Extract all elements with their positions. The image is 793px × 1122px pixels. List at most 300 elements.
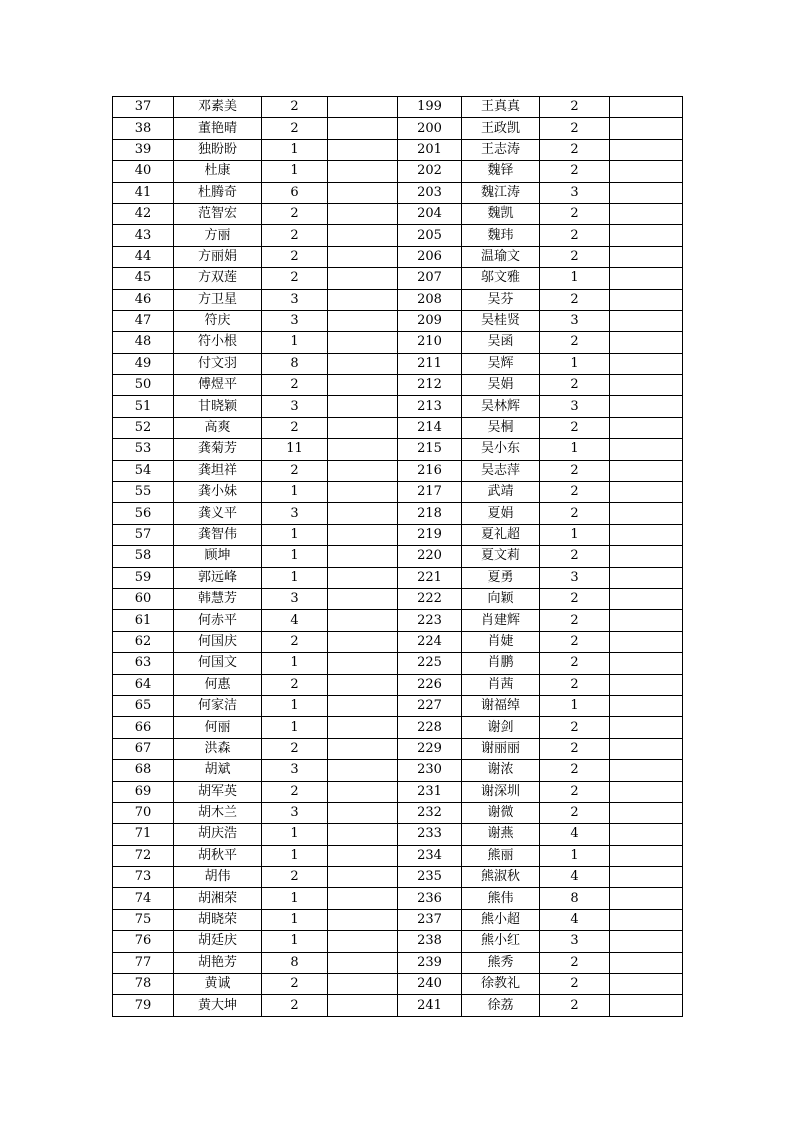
- right-number-cell: 216: [398, 460, 462, 481]
- left-note-cell: [328, 332, 398, 353]
- left-note-cell: [328, 139, 398, 160]
- table-row: [113, 417, 683, 438]
- right-number-cell: 235: [398, 867, 462, 888]
- right-note-cell: [610, 139, 683, 160]
- left-note-cell: [328, 610, 398, 631]
- right-note-cell: [610, 353, 683, 374]
- right-note-cell: [610, 182, 683, 203]
- right-name-cell: 熊小红: [462, 931, 540, 952]
- left-note-cell: [328, 225, 398, 246]
- right-number-cell: 230: [398, 760, 462, 781]
- left-name-cell: 符小根: [174, 332, 262, 353]
- right-count-cell: 2: [540, 97, 610, 118]
- left-name-cell: 范智宏: [174, 203, 262, 224]
- right-number-cell: 199: [398, 97, 462, 118]
- right-count-cell: 1: [540, 845, 610, 866]
- right-name-cell: 吴桂贤: [462, 310, 540, 331]
- table-row: [113, 824, 683, 845]
- right-number-cell: 203: [398, 182, 462, 203]
- right-number-cell: 238: [398, 931, 462, 952]
- table-row: [113, 161, 683, 182]
- right-name-cell: 向颖: [462, 588, 540, 609]
- right-number-cell: 212: [398, 375, 462, 396]
- right-name-cell: 夏礼超: [462, 524, 540, 545]
- left-number-cell: 42: [113, 203, 174, 224]
- right-name-cell: 徐教礼: [462, 974, 540, 995]
- left-count-cell: 2: [262, 631, 328, 652]
- left-name-cell: 傅煜平: [174, 375, 262, 396]
- left-note-cell: [328, 653, 398, 674]
- table-row: [113, 738, 683, 759]
- left-note-cell: [328, 717, 398, 738]
- left-name-cell: 方丽娟: [174, 246, 262, 267]
- left-note-cell: [328, 567, 398, 588]
- left-name-cell: 杜康: [174, 161, 262, 182]
- table-row: [113, 118, 683, 139]
- left-name-cell: 何赤平: [174, 610, 262, 631]
- right-note-cell: [610, 909, 683, 930]
- left-count-cell: 1: [262, 546, 328, 567]
- left-name-cell: 何家洁: [174, 695, 262, 716]
- right-count-cell: 3: [540, 931, 610, 952]
- table-row: [113, 396, 683, 417]
- left-note-cell: [328, 909, 398, 930]
- left-name-cell: 龚义平: [174, 503, 262, 524]
- left-count-cell: 2: [262, 97, 328, 118]
- left-name-cell: 胡晓荣: [174, 909, 262, 930]
- right-number-cell: 209: [398, 310, 462, 331]
- right-count-cell: 2: [540, 118, 610, 139]
- left-count-cell: 2: [262, 995, 328, 1016]
- table-row: [113, 567, 683, 588]
- right-count-cell: 2: [540, 781, 610, 802]
- right-name-cell: 吴芬: [462, 289, 540, 310]
- right-name-cell: 熊小超: [462, 909, 540, 930]
- right-number-cell: 210: [398, 332, 462, 353]
- left-number-cell: 75: [113, 909, 174, 930]
- left-count-cell: 2: [262, 268, 328, 289]
- right-name-cell: 魏江涛: [462, 182, 540, 203]
- left-number-cell: 37: [113, 97, 174, 118]
- table-row: [113, 182, 683, 203]
- left-number-cell: 58: [113, 546, 174, 567]
- left-count-cell: 2: [262, 674, 328, 695]
- right-note-cell: [610, 118, 683, 139]
- right-number-cell: 204: [398, 203, 462, 224]
- left-note-cell: [328, 289, 398, 310]
- right-count-cell: 2: [540, 952, 610, 973]
- right-count-cell: 4: [540, 824, 610, 845]
- right-count-cell: 2: [540, 203, 610, 224]
- right-name-cell: 熊淑秋: [462, 867, 540, 888]
- left-note-cell: [328, 246, 398, 267]
- left-note-cell: [328, 546, 398, 567]
- left-count-cell: 8: [262, 952, 328, 973]
- right-count-cell: 2: [540, 482, 610, 503]
- left-count-cell: 2: [262, 738, 328, 759]
- left-count-cell: 6: [262, 182, 328, 203]
- table-row: [113, 995, 683, 1016]
- right-note-cell: [610, 332, 683, 353]
- left-name-cell: 付文羽: [174, 353, 262, 374]
- right-note-cell: [610, 610, 683, 631]
- table-row: [113, 375, 683, 396]
- right-count-cell: 2: [540, 161, 610, 182]
- left-note-cell: [328, 396, 398, 417]
- right-count-cell: 2: [540, 289, 610, 310]
- table-row: [113, 781, 683, 802]
- right-count-cell: 2: [540, 974, 610, 995]
- right-name-cell: 邬文雅: [462, 268, 540, 289]
- table-row: [113, 760, 683, 781]
- table-row: [113, 503, 683, 524]
- right-note-cell: [610, 546, 683, 567]
- right-number-cell: 231: [398, 781, 462, 802]
- right-number-cell: 221: [398, 567, 462, 588]
- right-name-cell: 肖茜: [462, 674, 540, 695]
- right-name-cell: 谢微: [462, 802, 540, 823]
- table-row: [113, 802, 683, 823]
- left-number-cell: 51: [113, 396, 174, 417]
- left-note-cell: [328, 931, 398, 952]
- left-note-cell: [328, 588, 398, 609]
- right-number-cell: 236: [398, 888, 462, 909]
- roster-body: [113, 97, 683, 1017]
- left-count-cell: 2: [262, 460, 328, 481]
- left-count-cell: 2: [262, 781, 328, 802]
- left-number-cell: 38: [113, 118, 174, 139]
- right-number-cell: 224: [398, 631, 462, 652]
- left-note-cell: [328, 995, 398, 1016]
- right-note-cell: [610, 695, 683, 716]
- left-name-cell: 龚小妹: [174, 482, 262, 503]
- left-name-cell: 独盼盼: [174, 139, 262, 160]
- left-name-cell: 高爽: [174, 417, 262, 438]
- left-number-cell: 47: [113, 310, 174, 331]
- left-name-cell: 胡伟: [174, 867, 262, 888]
- left-note-cell: [328, 182, 398, 203]
- right-count-cell: 2: [540, 460, 610, 481]
- right-number-cell: 240: [398, 974, 462, 995]
- left-note-cell: [328, 695, 398, 716]
- table-row: [113, 332, 683, 353]
- right-note-cell: [610, 289, 683, 310]
- right-name-cell: 王真真: [462, 97, 540, 118]
- left-number-cell: 69: [113, 781, 174, 802]
- right-count-cell: 2: [540, 610, 610, 631]
- left-count-cell: 2: [262, 375, 328, 396]
- left-number-cell: 50: [113, 375, 174, 396]
- left-name-cell: 何惠: [174, 674, 262, 695]
- table-row: [113, 888, 683, 909]
- left-number-cell: 64: [113, 674, 174, 695]
- left-name-cell: 胡木兰: [174, 802, 262, 823]
- left-name-cell: 何国庆: [174, 631, 262, 652]
- left-count-cell: 2: [262, 246, 328, 267]
- left-note-cell: [328, 802, 398, 823]
- left-count-cell: 1: [262, 909, 328, 930]
- right-count-cell: 3: [540, 567, 610, 588]
- right-note-cell: [610, 931, 683, 952]
- right-note-cell: [610, 717, 683, 738]
- left-number-cell: 70: [113, 802, 174, 823]
- right-name-cell: 王志涛: [462, 139, 540, 160]
- left-number-cell: 59: [113, 567, 174, 588]
- right-name-cell: 谢深圳: [462, 781, 540, 802]
- right-number-cell: 213: [398, 396, 462, 417]
- right-number-cell: 206: [398, 246, 462, 267]
- right-note-cell: [610, 482, 683, 503]
- left-note-cell: [328, 417, 398, 438]
- left-name-cell: 胡秋平: [174, 845, 262, 866]
- right-note-cell: [610, 867, 683, 888]
- right-note-cell: [610, 417, 683, 438]
- right-note-cell: [610, 246, 683, 267]
- right-note-cell: [610, 674, 683, 695]
- right-name-cell: 徐荔: [462, 995, 540, 1016]
- right-note-cell: [610, 161, 683, 182]
- right-name-cell: 吴辉: [462, 353, 540, 374]
- left-note-cell: [328, 674, 398, 695]
- table-row: [113, 439, 683, 460]
- right-note-cell: [610, 588, 683, 609]
- left-number-cell: 61: [113, 610, 174, 631]
- right-note-cell: [610, 524, 683, 545]
- right-name-cell: 肖鹏: [462, 653, 540, 674]
- left-name-cell: 杜腾奇: [174, 182, 262, 203]
- left-note-cell: [328, 974, 398, 995]
- table-row: [113, 931, 683, 952]
- left-note-cell: [328, 738, 398, 759]
- right-number-cell: 222: [398, 588, 462, 609]
- left-note-cell: [328, 631, 398, 652]
- table-row: [113, 225, 683, 246]
- table-row: [113, 246, 683, 267]
- left-note-cell: [328, 161, 398, 182]
- right-count-cell: 2: [540, 332, 610, 353]
- left-number-cell: 55: [113, 482, 174, 503]
- table-row: [113, 845, 683, 866]
- left-number-cell: 65: [113, 695, 174, 716]
- left-number-cell: 67: [113, 738, 174, 759]
- right-name-cell: 魏玮: [462, 225, 540, 246]
- left-number-cell: 43: [113, 225, 174, 246]
- left-number-cell: 72: [113, 845, 174, 866]
- left-count-cell: 2: [262, 225, 328, 246]
- left-name-cell: 甘晓颖: [174, 396, 262, 417]
- right-number-cell: 214: [398, 417, 462, 438]
- left-count-cell: 1: [262, 653, 328, 674]
- left-count-cell: 3: [262, 289, 328, 310]
- left-count-cell: 1: [262, 567, 328, 588]
- right-name-cell: 魏凯: [462, 203, 540, 224]
- table-row: [113, 867, 683, 888]
- right-note-cell: [610, 653, 683, 674]
- right-name-cell: 谢剑: [462, 717, 540, 738]
- right-number-cell: 225: [398, 653, 462, 674]
- table-row: [113, 203, 683, 224]
- left-count-cell: 3: [262, 310, 328, 331]
- table-row: [113, 310, 683, 331]
- left-name-cell: 何国文: [174, 653, 262, 674]
- right-name-cell: 谢浓: [462, 760, 540, 781]
- right-count-cell: 8: [540, 888, 610, 909]
- left-note-cell: [328, 824, 398, 845]
- right-note-cell: [610, 802, 683, 823]
- left-name-cell: 韩慧芳: [174, 588, 262, 609]
- right-note-cell: [610, 225, 683, 246]
- left-name-cell: 胡军英: [174, 781, 262, 802]
- left-name-cell: 方卫星: [174, 289, 262, 310]
- right-number-cell: 227: [398, 695, 462, 716]
- right-count-cell: 2: [540, 225, 610, 246]
- left-number-cell: 74: [113, 888, 174, 909]
- right-name-cell: 吴小东: [462, 439, 540, 460]
- left-number-cell: 63: [113, 653, 174, 674]
- left-number-cell: 53: [113, 439, 174, 460]
- left-name-cell: 黄大坤: [174, 995, 262, 1016]
- right-count-cell: 2: [540, 802, 610, 823]
- right-number-cell: 200: [398, 118, 462, 139]
- right-count-cell: 2: [540, 631, 610, 652]
- right-number-cell: 219: [398, 524, 462, 545]
- left-name-cell: 龚坦祥: [174, 460, 262, 481]
- right-count-cell: 2: [540, 546, 610, 567]
- left-note-cell: [328, 203, 398, 224]
- left-count-cell: 11: [262, 439, 328, 460]
- right-name-cell: 谢燕: [462, 824, 540, 845]
- table-row: [113, 546, 683, 567]
- right-name-cell: 熊伟: [462, 888, 540, 909]
- left-number-cell: 48: [113, 332, 174, 353]
- left-name-cell: 胡斌: [174, 760, 262, 781]
- right-name-cell: 王政凯: [462, 118, 540, 139]
- right-count-cell: 1: [540, 524, 610, 545]
- right-count-cell: 2: [540, 674, 610, 695]
- right-count-cell: 4: [540, 867, 610, 888]
- table-row: [113, 524, 683, 545]
- right-count-cell: 1: [540, 439, 610, 460]
- right-note-cell: [610, 460, 683, 481]
- left-number-cell: 46: [113, 289, 174, 310]
- right-note-cell: [610, 738, 683, 759]
- left-count-cell: 1: [262, 139, 328, 160]
- right-count-cell: 2: [540, 760, 610, 781]
- left-number-cell: 62: [113, 631, 174, 652]
- left-number-cell: 77: [113, 952, 174, 973]
- right-note-cell: [610, 845, 683, 866]
- left-count-cell: 2: [262, 867, 328, 888]
- left-name-cell: 符庆: [174, 310, 262, 331]
- table-row: [113, 674, 683, 695]
- right-name-cell: 肖建辉: [462, 610, 540, 631]
- left-count-cell: 1: [262, 717, 328, 738]
- right-note-cell: [610, 97, 683, 118]
- right-number-cell: 220: [398, 546, 462, 567]
- right-name-cell: 吴志萍: [462, 460, 540, 481]
- right-note-cell: [610, 375, 683, 396]
- right-number-cell: 207: [398, 268, 462, 289]
- right-number-cell: 218: [398, 503, 462, 524]
- right-count-cell: 2: [540, 375, 610, 396]
- right-count-cell: 2: [540, 139, 610, 160]
- left-count-cell: 1: [262, 888, 328, 909]
- right-number-cell: 234: [398, 845, 462, 866]
- right-note-cell: [610, 503, 683, 524]
- table-row: [113, 909, 683, 930]
- right-name-cell: 谢福绰: [462, 695, 540, 716]
- left-name-cell: 何丽: [174, 717, 262, 738]
- left-count-cell: 8: [262, 353, 328, 374]
- left-note-cell: [328, 375, 398, 396]
- right-number-cell: 223: [398, 610, 462, 631]
- left-note-cell: [328, 482, 398, 503]
- right-name-cell: 吴桐: [462, 417, 540, 438]
- table-row: [113, 588, 683, 609]
- right-count-cell: 3: [540, 396, 610, 417]
- right-count-cell: 2: [540, 653, 610, 674]
- left-count-cell: 3: [262, 503, 328, 524]
- right-count-cell: 1: [540, 353, 610, 374]
- table-row: [113, 695, 683, 716]
- left-note-cell: [328, 268, 398, 289]
- left-count-cell: 1: [262, 332, 328, 353]
- left-number-cell: 45: [113, 268, 174, 289]
- right-name-cell: 夏文莉: [462, 546, 540, 567]
- left-count-cell: 1: [262, 161, 328, 182]
- table-row: [113, 289, 683, 310]
- left-note-cell: [328, 845, 398, 866]
- left-note-cell: [328, 97, 398, 118]
- right-note-cell: [610, 203, 683, 224]
- left-name-cell: 顾坤: [174, 546, 262, 567]
- table-row: [113, 268, 683, 289]
- table-row: [113, 717, 683, 738]
- right-count-cell: 2: [540, 503, 610, 524]
- right-name-cell: 吴娟: [462, 375, 540, 396]
- left-note-cell: [328, 781, 398, 802]
- right-number-cell: 217: [398, 482, 462, 503]
- left-name-cell: 胡艳芳: [174, 952, 262, 973]
- left-count-cell: 2: [262, 974, 328, 995]
- table-row: [113, 974, 683, 995]
- right-name-cell: 吴林辉: [462, 396, 540, 417]
- right-count-cell: 2: [540, 588, 610, 609]
- left-count-cell: 3: [262, 802, 328, 823]
- left-number-cell: 44: [113, 246, 174, 267]
- right-note-cell: [610, 888, 683, 909]
- left-count-cell: 3: [262, 396, 328, 417]
- left-note-cell: [328, 503, 398, 524]
- left-name-cell: 董艳晴: [174, 118, 262, 139]
- left-count-cell: 1: [262, 695, 328, 716]
- left-name-cell: 郭远峰: [174, 567, 262, 588]
- left-number-cell: 78: [113, 974, 174, 995]
- right-note-cell: [610, 952, 683, 973]
- left-note-cell: [328, 888, 398, 909]
- left-number-cell: 79: [113, 995, 174, 1016]
- left-note-cell: [328, 524, 398, 545]
- left-number-cell: 66: [113, 717, 174, 738]
- left-count-cell: 4: [262, 610, 328, 631]
- right-number-cell: 202: [398, 161, 462, 182]
- left-name-cell: 黄诚: [174, 974, 262, 995]
- left-count-cell: 3: [262, 760, 328, 781]
- right-note-cell: [610, 974, 683, 995]
- left-count-cell: 1: [262, 845, 328, 866]
- right-name-cell: 吴函: [462, 332, 540, 353]
- left-number-cell: 76: [113, 931, 174, 952]
